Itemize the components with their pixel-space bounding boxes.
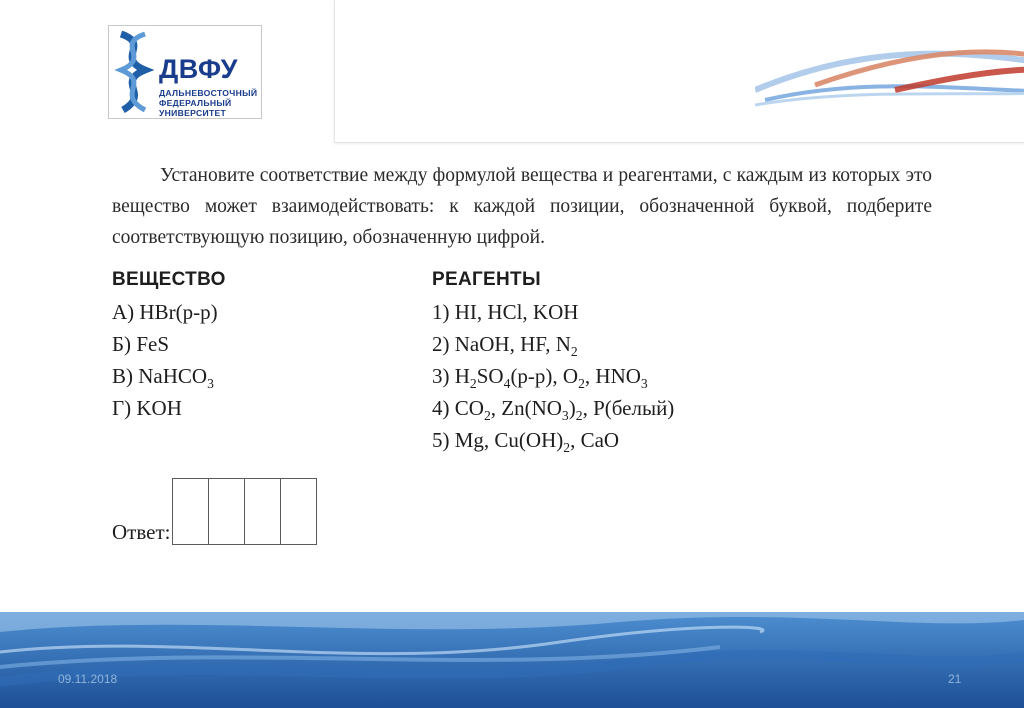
answer-grid — [172, 478, 317, 545]
reagent-item: 3) $H_2SO_4(р-р)$, $O_2$, $HNO_3$ — [432, 364, 648, 391]
reagent-item: 1) HI, HCl, KOH — [432, 300, 579, 324]
university-logo — [108, 25, 262, 119]
reagents-column — [432, 264, 674, 456]
substance-item: А) HBr(р-р) — [112, 300, 218, 324]
decorative-waves — [755, 30, 1024, 120]
logo-line-2: ФЕДЕРАЛЬНЫЙ — [159, 98, 232, 108]
task-text: Установите соответствие между формулой вещества и реагентами, с каждым из которых это вещество может взаимодействовать: к каждой позиции, обозначенной буквой, подберите соответствующую позицию, обозначенную цифрой. — [112, 165, 932, 248]
substances-column — [112, 264, 226, 424]
logo-title: ДВФУ — [159, 54, 238, 84]
reagents-header: РЕАГЕНТЫ — [432, 269, 541, 290]
substance-item: Г) KOH — [112, 396, 182, 420]
reagent-item: 2) NaOH, HF, $N_2$ — [432, 332, 578, 359]
answer-cell-c[interactable] — [245, 479, 281, 544]
footer-date: 09.11.2018 — [58, 672, 118, 686]
reagent-item: 4) $CO_2$, $Zn(NO_3)_2$, P(белый) — [432, 396, 675, 423]
footer-band — [0, 612, 1024, 708]
page-number: 21 — [948, 672, 962, 686]
logo-line-1: ДАЛЬНЕВОСТОЧНЫЙ — [159, 88, 258, 98]
reagent-item: 5) Mg, $Cu(OH)_2$, CaO — [432, 428, 620, 455]
substances-header: ВЕЩЕСТВО — [112, 269, 226, 290]
answer-cell-a[interactable] — [173, 479, 209, 544]
logo-line-3: УНИВЕРСИТЕТ — [159, 108, 227, 118]
substance-item: В) NaHCO$_3$ — [112, 364, 214, 391]
header-panel — [334, 0, 1024, 143]
dna-helix-icon — [111, 30, 159, 114]
answer-cell-d[interactable] — [281, 479, 316, 544]
answer-cell-b[interactable] — [209, 479, 245, 544]
footer-waves — [0, 612, 1024, 708]
substance-item: Б) FeS — [112, 332, 169, 356]
answer-label: Ответ: — [112, 520, 171, 544]
